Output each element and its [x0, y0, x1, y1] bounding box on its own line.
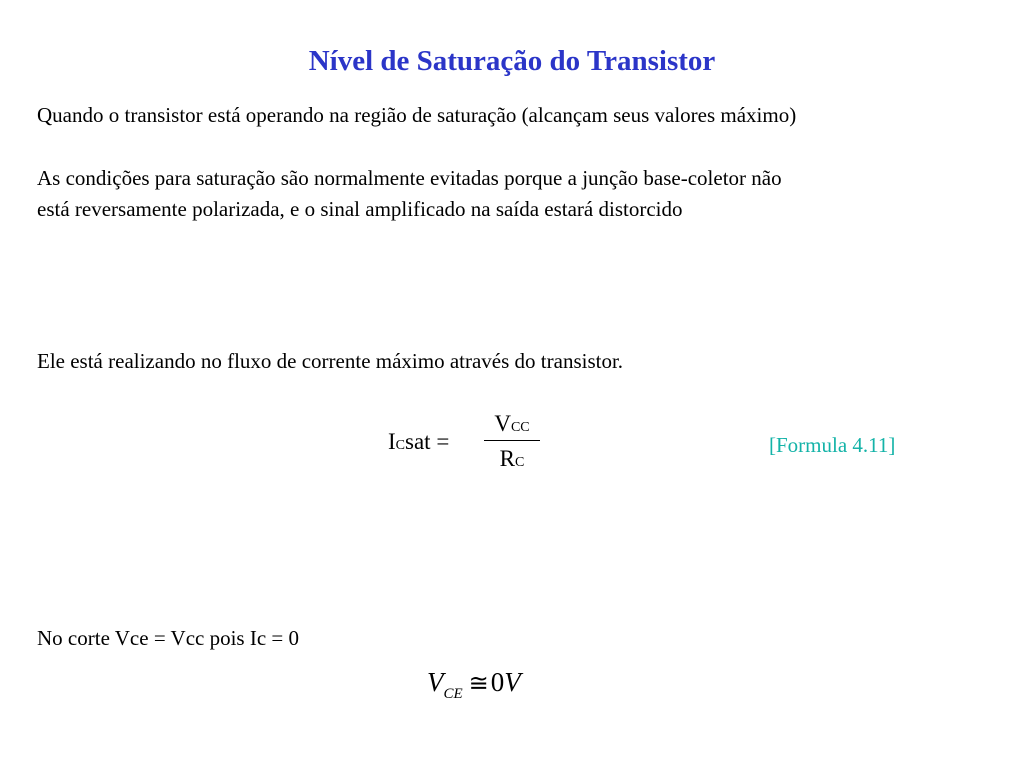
paragraph-saturation-conditions	[37, 163, 782, 225]
formula-symbol: R	[499, 446, 515, 471]
formula-numerator	[484, 410, 540, 438]
paragraph-line: está reversamente polarizada, e o sinal amplificado na saída estará distorcido	[37, 197, 683, 221]
paragraph-saturation-intro: Quando o transistor está operando na região de saturação (alcançam seus valores máximo)	[37, 103, 797, 127]
paragraph-cutoff: No corte Vce = Vcc pois Ic = 0	[37, 626, 299, 650]
paragraph-max-current: Ele está realizando no fluxo de corrente máximo através do transistor.	[37, 349, 624, 373]
slide-title: Nível de Saturação do Transistor	[308, 45, 716, 77]
formula-ic-sat-lhs	[388, 428, 449, 460]
formula-subscript: CE	[443, 686, 463, 702]
formula-equals: =	[436, 429, 450, 454]
formula-value: 0	[490, 667, 505, 697]
formula-reference: [Formula 4.11]	[769, 433, 896, 457]
formula-symbol: V	[494, 411, 511, 436]
formula-subscript: C	[515, 455, 525, 470]
formula-approx-equal: ≅	[468, 671, 489, 697]
paragraph-line: As condições para saturação são normalmente evitadas porque a junção base-coletor não	[37, 166, 782, 190]
fraction-bar	[484, 440, 540, 441]
formula-fraction	[484, 410, 540, 473]
formula-vce	[427, 666, 521, 703]
formula-subscript: C	[395, 438, 406, 453]
formula-text: sat	[405, 429, 431, 454]
formula-symbol: I	[388, 429, 396, 454]
formula-denominator	[484, 445, 540, 473]
formula-unit: V	[504, 667, 521, 697]
formula-subscript: CC	[510, 420, 530, 435]
formula-symbol: V	[427, 667, 444, 697]
